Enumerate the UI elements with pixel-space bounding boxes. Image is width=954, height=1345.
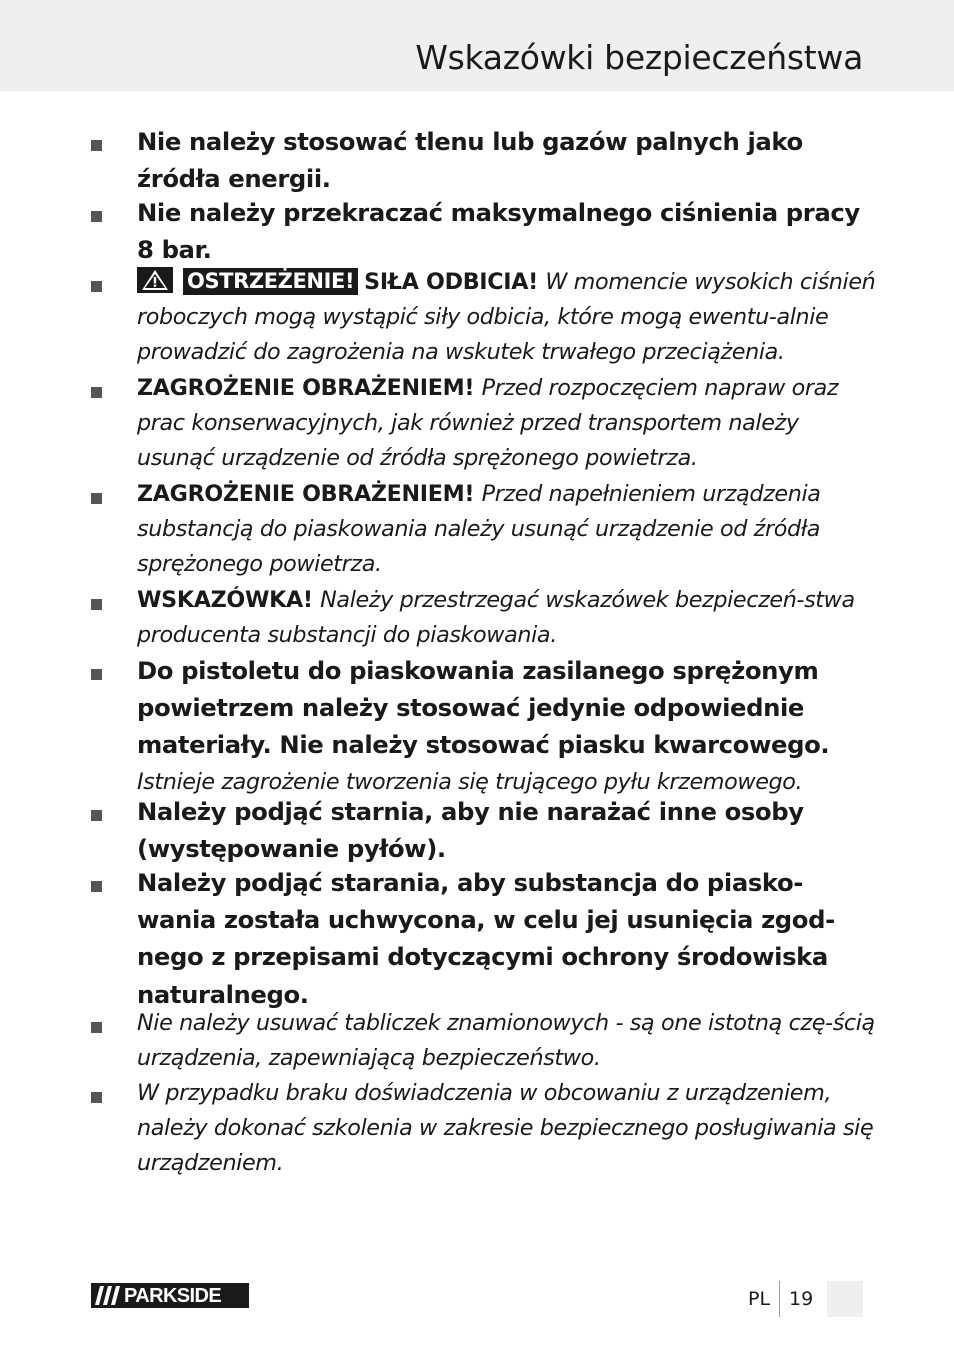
item-text-italic: Nie należy usuwać tabliczek znamionowych - są one istotną czę-ścią urządzenia, zapewniającą bezpieczeństwo. (137, 1010, 875, 1072)
bullet-square-icon (91, 140, 102, 151)
item-text-italic: Przed rozpoczęciem napraw oraz prac konserwacyjnych, jak również przed transportem należy usunąć urządzenie od źródła sprężonego powietrza. (137, 375, 839, 472)
item-text-caps: ZAGROŻENIE OBRAŻENIEM! (137, 481, 482, 507)
item-text-bold: Nie należy stosować tlenu lub gazów palnych jako źródła energii. (137, 127, 803, 194)
item-text-bold: Należy podjąć starnia, aby nie narażać inne osoby (występowanie pyłów). (137, 797, 804, 864)
brand-logo (91, 1283, 249, 1308)
page-number: 19 (789, 1288, 814, 1310)
item-text-bold: Należy podjąć starania, aby substancja do piasko-wania została uchwycona, w celu jej usunięcia zgod-nego z przepisami dotyczącymi ochrony środowiska naturalnego. (137, 868, 835, 1009)
bullet-square-icon (91, 669, 102, 680)
item-text-caps: ZAGROŻENIE OBRAŻENIEM! (137, 375, 482, 401)
bullet-square-icon (91, 387, 102, 398)
page-title: Wskazówki bezpieczeństwa (415, 38, 863, 77)
warning-label: OSTRZEŻENIE! (183, 268, 358, 295)
footer-divider (779, 1281, 780, 1317)
item-text-italic: W przypadku braku doświadczenia w obcowaniu z urządzeniem, należy dokonać szkolenia w zakresie bezpiecznego posługiwania się urządzeniem. (137, 1080, 874, 1177)
page-header (0, 0, 954, 91)
bullet-square-icon (91, 211, 102, 222)
bullet-square-icon (91, 881, 102, 892)
language-code: PL (748, 1288, 771, 1310)
item-text-caps: SIŁA ODBICIA! (364, 269, 546, 295)
bullet-square-icon (91, 1022, 102, 1033)
item-text-italic: Przed napełnieniem urządzenia substancją do piaskowania należy usunąć urządzenie od źródła sprężonego powietrza. (137, 481, 821, 578)
item-text-bold: Do pistoletu do piaskowania zasilanego sprężonym powietrzem należy stosować jedynie odpowiednie materiały. Nie należy stosować piasku kwarcowego. (137, 656, 830, 760)
brand-name: PARKSIDE (124, 1285, 222, 1307)
item-text-italic: Należy przestrzegać wskazówek bezpieczeń-stwa producenta substancji do piaskowania. (137, 587, 855, 649)
item-text-italic: W momencie wysokich ciśnień roboczych mogą wystąpić siły odbicia, które mogą ewentu-alnie prowadzić do zagrożenia na wskutek trwałego przeciążenia. (137, 269, 876, 366)
item-text-italic: Istnieje zagrożenie tworzenia się trującego pyłu krzemowego. (137, 768, 803, 795)
logo-stripes-icon (95, 1286, 123, 1305)
bullet-square-icon (91, 599, 102, 610)
footer-tab-box (827, 1281, 863, 1317)
item-text-caps: WSKAZÓWKA! (137, 587, 321, 613)
item-text-bold: Nie należy przekraczać maksymalnego ciśnienia pracy 8 bar. (137, 198, 860, 265)
warning-triangle-icon (137, 267, 173, 293)
bullet-square-icon (91, 493, 102, 504)
bullet-square-icon (91, 1092, 102, 1103)
bullet-square-icon (91, 281, 102, 292)
bullet-square-icon (91, 810, 102, 821)
